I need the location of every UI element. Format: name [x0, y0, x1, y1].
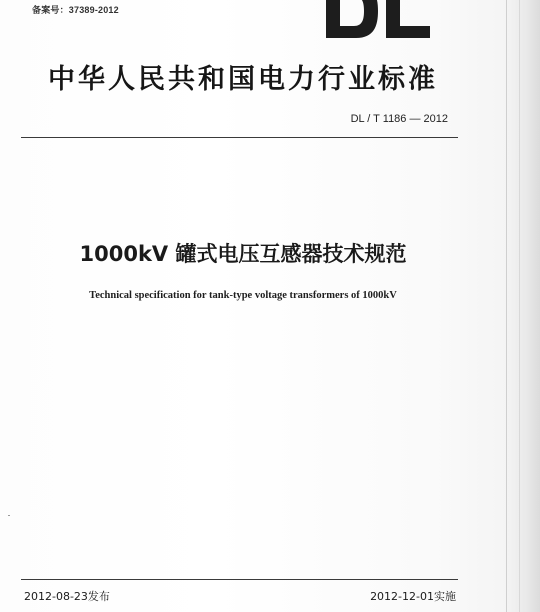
scan-edge-line	[519, 0, 520, 612]
organization-title: 中华人民共和国电力行业标准	[48, 64, 438, 95]
header-divider	[21, 137, 458, 138]
document-title-chinese: 1000kV 罐式电压互感器技术规范	[79, 242, 407, 266]
document-title-english: Technical specification for tank-type voltage transformers of 1000kV	[89, 290, 397, 301]
dl-logo-mark	[326, 0, 430, 38]
dl-logo	[326, 0, 430, 38]
record-number: 备案号：37389-2012	[32, 5, 119, 15]
scan-page-edge	[506, 0, 540, 612]
effective-date: 2012-12-01实施	[370, 590, 456, 603]
scan-edge-line	[506, 0, 507, 612]
scan-speck	[8, 515, 10, 516]
issue-date: 2012-08-23发布	[24, 590, 110, 603]
standard-number: DL / T 1186 — 2012	[350, 113, 448, 125]
footer-divider	[21, 579, 458, 580]
